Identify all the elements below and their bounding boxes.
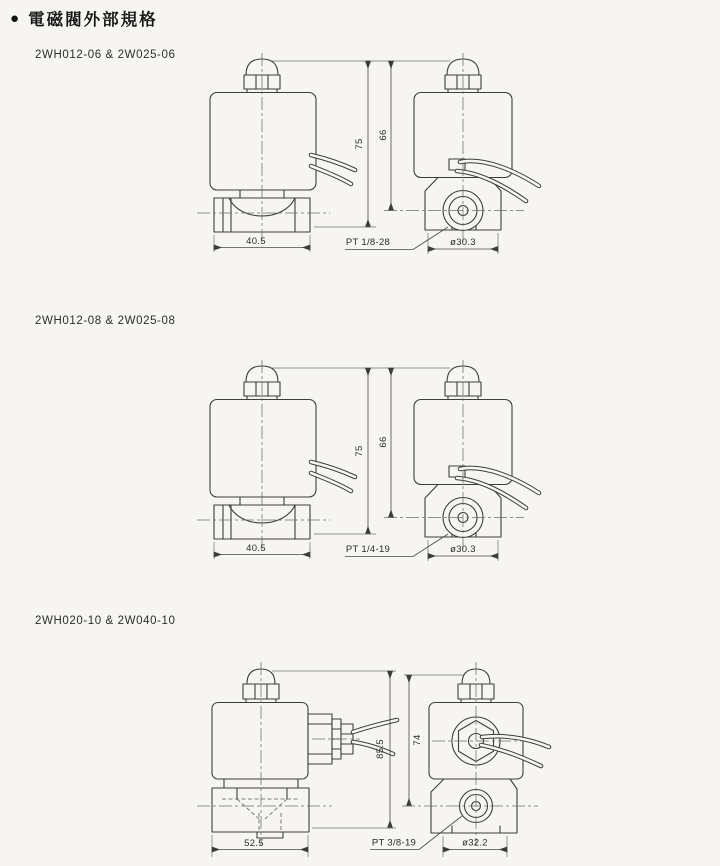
bullet-icon: ● (10, 9, 20, 27)
model-label-1: 2WH012-06 & 2W025-06 (35, 49, 176, 61)
front-view (197, 53, 355, 252)
height-total-value: 85.5 (375, 739, 386, 759)
height-total-value: 75 (354, 138, 365, 150)
thread-label: PT 1/4-19 (345, 544, 391, 555)
dimension-height-total (314, 368, 376, 534)
figure-2wh020-10 (0, 648, 720, 866)
dimension-height-port (378, 61, 391, 211)
valve-body (212, 788, 309, 838)
figure-2wh012-08 (0, 352, 720, 567)
front-view (197, 360, 355, 559)
side-view (345, 360, 539, 561)
height-port-value: 66 (378, 129, 389, 141)
side-view (370, 662, 549, 857)
coil-body (210, 400, 316, 498)
dimension-diameter (428, 233, 498, 254)
height-port-value: 66 (378, 436, 389, 448)
width-value: 40.5 (246, 236, 266, 247)
page-title: 電磁閥外部規格 (28, 11, 158, 29)
coil-body (210, 93, 316, 191)
diameter-value: ø30.3 (450, 544, 476, 555)
thread-label: PT 3/8-19 (371, 837, 417, 849)
page-header (10, 6, 158, 30)
dimension-width (212, 835, 308, 857)
side-view (345, 53, 539, 254)
dimension-height-port (378, 368, 391, 518)
diameter-value: ø30.3 (450, 237, 476, 248)
figure-2wh012-06 (0, 45, 720, 260)
height-total-value: 75 (354, 445, 365, 457)
dimension-height-total (314, 61, 376, 227)
thread-label: PT 1/8-28 (345, 237, 391, 248)
lead-wires (311, 462, 355, 491)
dimension-diameter (428, 540, 498, 561)
dimension-height-port (409, 675, 423, 806)
width-value: 40.5 (246, 543, 266, 554)
diameter-value: ø32.2 (462, 837, 488, 849)
dimension-diameter (443, 836, 507, 857)
lead-wires (311, 155, 355, 184)
model-label-2: 2WH012-08 & 2W025-08 (35, 315, 176, 327)
width-value: 52.5 (244, 838, 264, 849)
coil-body (212, 703, 308, 780)
model-label-3: 2WH020-10 & 2W040-10 (35, 615, 176, 627)
height-port-value: 74 (412, 734, 423, 746)
